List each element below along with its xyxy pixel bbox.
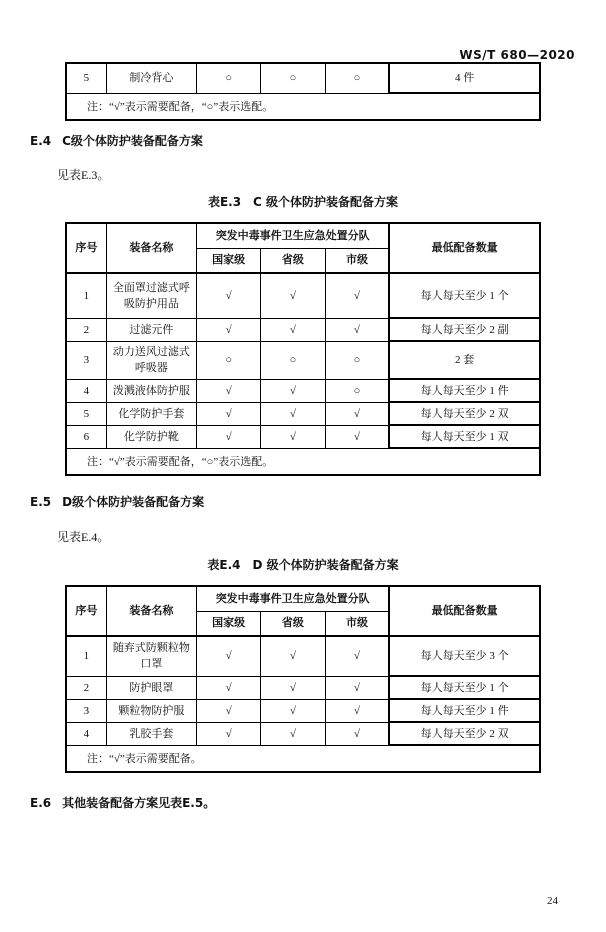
mark-cell: √ (261, 402, 325, 425)
seq-cell: 6 (66, 425, 106, 448)
mark-cell: √ (325, 699, 389, 722)
section-title: 其他装备配备方案见表E.5。 (62, 796, 216, 810)
quantity-cell: 每人每天至少 1 个 (389, 676, 540, 699)
mark-cell: ○ (197, 63, 261, 93)
mark-cell: √ (197, 379, 261, 402)
mark-cell: √ (261, 273, 325, 318)
col-header-name: 装备名称 (106, 223, 196, 273)
name-cell: 泼溅液体防护服 (106, 379, 196, 402)
table-e3 (65, 222, 541, 476)
table-row (66, 379, 540, 402)
section-heading-e4 (30, 134, 606, 149)
mark-cell: √ (325, 722, 389, 745)
table-e4 (65, 585, 541, 773)
col-header-national: 国家级 (197, 611, 261, 636)
caption-label: 表E.4 (207, 558, 241, 572)
table-row (66, 318, 540, 341)
table-row (66, 402, 540, 425)
name-cell: 乳胶手套 (106, 722, 196, 745)
mark-cell: √ (261, 699, 325, 722)
table-continued (65, 62, 541, 121)
seq-cell: 3 (66, 699, 106, 722)
mark-cell: √ (197, 722, 261, 745)
mark-cell: ○ (325, 63, 389, 93)
seq-cell: 2 (66, 318, 106, 341)
quantity-cell: 4 件 (389, 63, 540, 93)
mark-cell: √ (197, 273, 261, 318)
col-header-national: 国家级 (197, 248, 261, 273)
mark-cell: √ (325, 273, 389, 318)
seq-cell: 1 (66, 273, 106, 318)
mark-cell: √ (197, 676, 261, 699)
document-number: WS/T 680—2020 (459, 48, 575, 62)
mark-cell: √ (261, 379, 325, 402)
seq-cell: 5 (66, 63, 106, 93)
col-header-team-group: 突发中毒事件卫生应急处置分队 (197, 586, 390, 611)
name-cell: 动力送风过滤式呼吸器 (106, 341, 196, 379)
seq-cell: 4 (66, 379, 106, 402)
mark-cell: √ (261, 676, 325, 699)
col-header-name: 装备名称 (106, 586, 196, 636)
name-cell: 化学防护靴 (106, 425, 196, 448)
table-note: 注：“√”表示需要配备。 (66, 745, 540, 772)
mark-cell: √ (197, 425, 261, 448)
page-number: 24 (547, 895, 558, 907)
name-cell: 颗粒物防护服 (106, 699, 196, 722)
section-label: E.4 (30, 134, 52, 148)
quantity-cell: 每人每天至少 3 个 (389, 636, 540, 676)
table-note: 注：“√”表示需要配备，“○”表示选配。 (66, 448, 540, 475)
mark-cell: √ (197, 699, 261, 722)
table-note-row (66, 448, 540, 475)
mark-cell: ○ (325, 379, 389, 402)
seq-cell: 2 (66, 676, 106, 699)
mark-cell: ○ (261, 341, 325, 379)
mark-cell: √ (325, 676, 389, 699)
col-header-municipal: 市级 (325, 611, 389, 636)
name-cell: 化学防护手套 (106, 402, 196, 425)
seq-cell: 1 (66, 636, 106, 676)
table-row (66, 636, 540, 676)
section-heading-e5 (30, 495, 606, 510)
mark-cell: √ (197, 318, 261, 341)
quantity-cell: 每人每天至少 2 双 (389, 402, 540, 425)
mark-cell: ○ (197, 341, 261, 379)
mark-cell: √ (325, 402, 389, 425)
quantity-cell: 每人每天至少 2 双 (389, 722, 540, 745)
section-title: C级个体防护装备配备方案 (62, 134, 203, 148)
mark-cell: √ (197, 402, 261, 425)
mark-cell: √ (197, 636, 261, 676)
mark-cell: √ (325, 318, 389, 341)
table-row (66, 699, 540, 722)
caption-title: D 级个体防护装备配备方案 (252, 558, 399, 572)
section-label: E.6 (30, 796, 52, 810)
quantity-cell: 每人每天至少 1 件 (389, 699, 540, 722)
col-header-municipal: 市级 (325, 248, 389, 273)
table-row (66, 722, 540, 745)
col-header-seq: 序号 (66, 223, 106, 273)
mark-cell: √ (261, 425, 325, 448)
table-caption-e3 (0, 195, 606, 210)
quantity-cell: 每人每天至少 2 副 (389, 318, 540, 341)
table-row (66, 273, 540, 318)
mark-cell: √ (261, 318, 325, 341)
mark-cell: ○ (325, 341, 389, 379)
table-row (66, 63, 540, 93)
table-note: 注：“√”表示需要配备，“○”表示选配。 (66, 93, 540, 120)
seq-cell: 4 (66, 722, 106, 745)
seq-cell: 5 (66, 402, 106, 425)
name-cell: 制冷背心 (106, 63, 196, 93)
mark-cell: √ (261, 636, 325, 676)
quantity-cell: 2 套 (389, 341, 540, 379)
quantity-cell: 每人每天至少 1 个 (389, 273, 540, 318)
quantity-cell: 每人每天至少 1 双 (389, 425, 540, 448)
table-note-row (66, 745, 540, 772)
section-intro-e5: 见表E.4。 (57, 530, 110, 544)
col-header-provincial: 省级 (261, 611, 325, 636)
name-cell: 随弃式防颗粒物口罩 (106, 636, 196, 676)
col-header-team-group: 突发中毒事件卫生应急处置分队 (197, 223, 390, 248)
name-cell: 过滤元件 (106, 318, 196, 341)
table-row (66, 425, 540, 448)
col-header-seq: 序号 (66, 586, 106, 636)
section-label: E.5 (30, 495, 52, 509)
table-header (66, 586, 540, 636)
seq-cell: 3 (66, 341, 106, 379)
caption-title: C 级个体防护装备配备方案 (253, 195, 399, 209)
table-note-row (66, 93, 540, 120)
mark-cell: √ (325, 425, 389, 448)
mark-cell: √ (325, 636, 389, 676)
table-caption-e4 (0, 558, 606, 573)
mark-cell: ○ (261, 63, 325, 93)
table-row (66, 341, 540, 379)
section-intro-e4: 见表E.3。 (57, 168, 110, 182)
quantity-cell: 每人每天至少 1 件 (389, 379, 540, 402)
section-heading-e6 (30, 796, 606, 811)
name-cell: 全面罩过滤式呼吸防护用品 (106, 273, 196, 318)
table-row (66, 676, 540, 699)
table-header (66, 223, 540, 273)
col-header-provincial: 省级 (261, 248, 325, 273)
mark-cell: √ (261, 722, 325, 745)
name-cell: 防护眼罩 (106, 676, 196, 699)
col-header-quantity: 最低配备数量 (389, 223, 540, 273)
section-title: D级个体防护装备配备方案 (62, 495, 205, 509)
col-header-quantity: 最低配备数量 (389, 586, 540, 636)
caption-label: 表E.3 (207, 195, 242, 209)
